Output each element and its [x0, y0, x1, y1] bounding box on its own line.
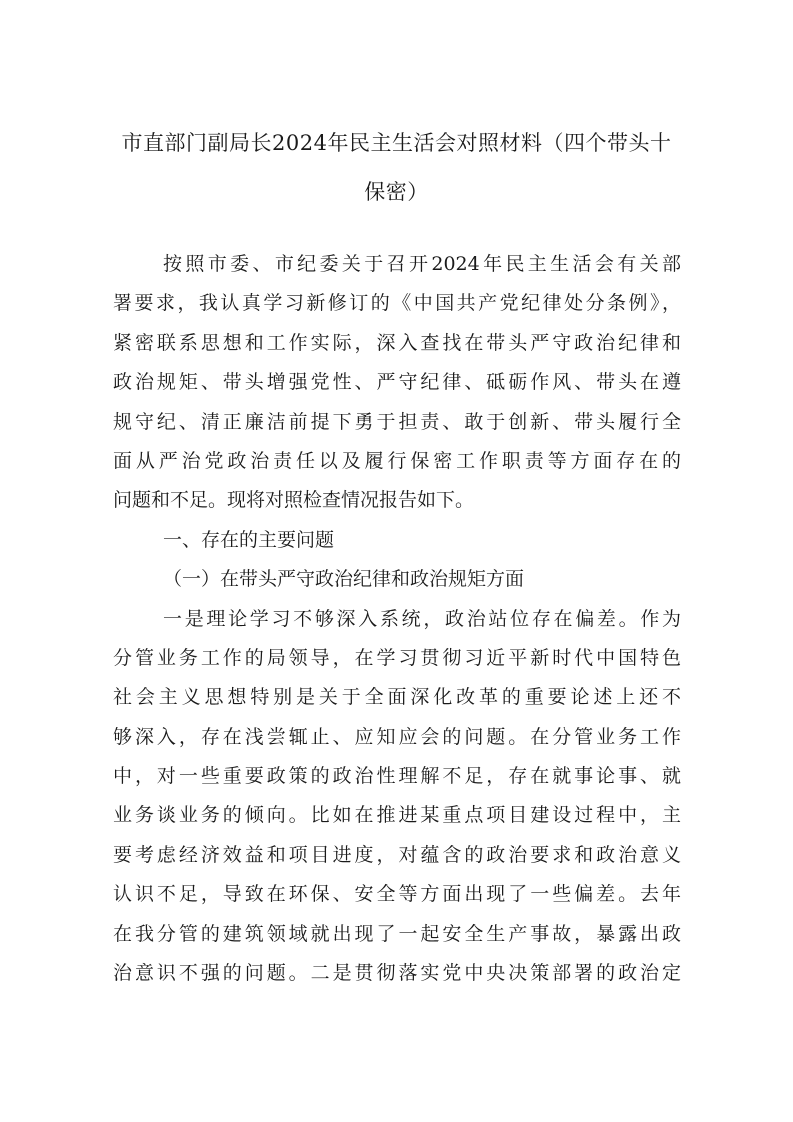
- paragraph-line: 认识不足，导致在环保、安全等方面出现了一些偏差。去年: [113, 883, 681, 906]
- paragraph-line: 分管业务工作的局领导，在学习贯彻习近平新时代中国特色: [113, 646, 681, 669]
- paragraph-line: 问题和不足。现将对照检查情况报告如下。: [113, 489, 475, 512]
- paragraph-line: 治意识不强的问题。二是贯彻落实党中央决策部署的政治定: [113, 962, 681, 985]
- paragraph-line: 业务谈业务的倾向。比如在推进某重点项目建设过程中，主: [113, 804, 681, 827]
- paragraph-line: 紧密联系思想和工作实际，深入查找在带头严守政治纪律和: [113, 331, 681, 354]
- paragraph-line: 够深入，存在浅尝辄止、应知应会的问题。在分管业务工作: [113, 725, 681, 748]
- paragraph-line: 一是理论学习不够深入系统，政治站位存在偏差。作为: [163, 607, 681, 630]
- paragraph-line: 按照市委、市纪委关于召开2024年民主生活会有关部: [163, 253, 681, 275]
- paragraph-line: 要考虑经济效益和项目进度，对蕴含的政治要求和政治意义: [113, 843, 681, 866]
- paragraph-line: 面从严治党政治责任以及履行保密工作职责等方面存在的: [113, 449, 681, 472]
- paragraph-line: 规守纪、清正廉洁前提下勇于担责、敢于创新、带头履行全: [113, 410, 681, 433]
- document-body: [113, 252, 681, 1000]
- document-title-line-2: 保密）: [364, 180, 429, 204]
- document-title-line-1: 市直部门副局长2024年民主生活会对照材料（四个带头十: [121, 131, 672, 155]
- paragraph-line: 在我分管的建筑领域就出现了一起安全生产事故，暴露出政: [113, 922, 681, 945]
- paragraph-line: 社会主义思想特别是关于全面深化改革的重要论述上还不: [113, 686, 681, 709]
- section-heading: 一、存在的主要问题: [163, 528, 335, 551]
- paragraph-line: 中，对一些重要政策的政治性理解不足，存在就事论事、就: [113, 765, 681, 788]
- paragraph-line: 署要求，我认真学习新修订的《中国共产党纪律处分条例》，: [113, 292, 681, 315]
- paragraph-line: 政治规矩、带头增强党性、严守纪律、砥砺作风、带头在遵: [113, 371, 681, 394]
- subsection-heading: （一）在带头严守政治纪律和政治规矩方面: [163, 568, 525, 591]
